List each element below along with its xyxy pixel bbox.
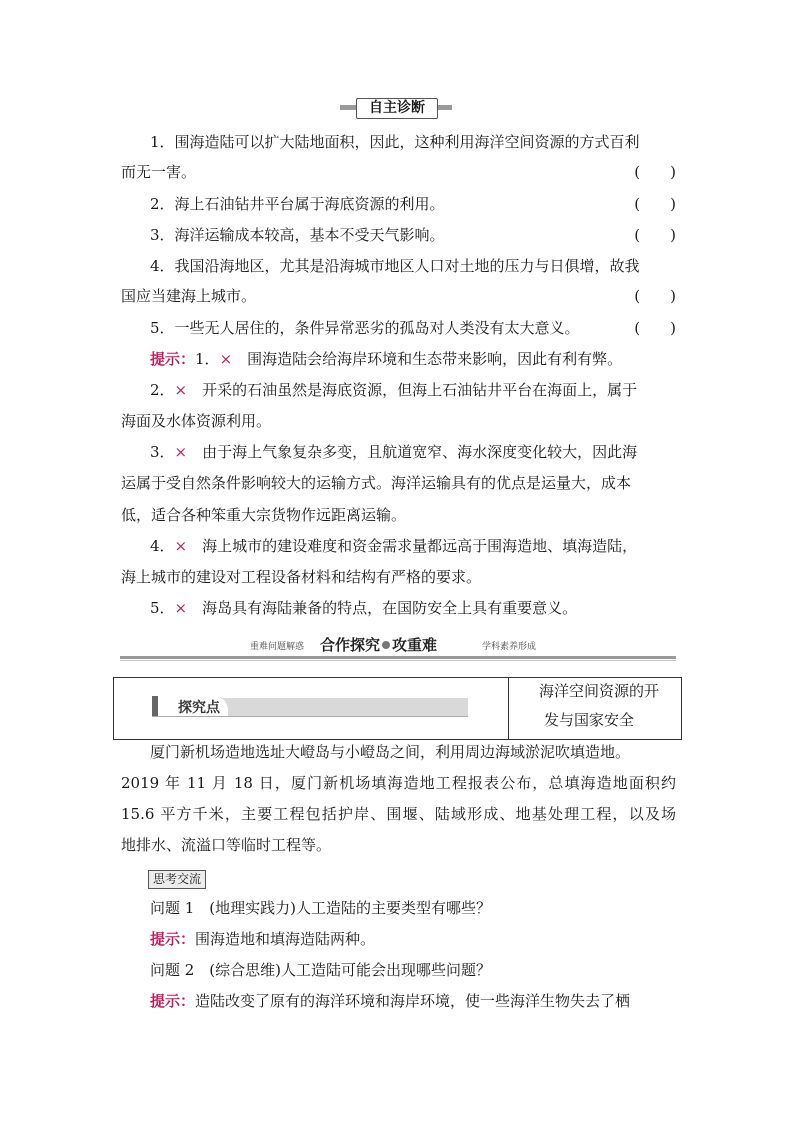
cross-mark-icon: × [174,381,188,399]
answer-paren: ( ) [634,195,676,213]
question-text: 3．海洋运输成本较高，基本不受天气影响。 [150,226,445,244]
section-title: 自主诊断 [356,98,438,119]
question-2 [150,194,676,214]
answer-5 [150,598,676,618]
answer-text: 开采的石油虽然是海底资源，但海上石油钻井平台在海面上，属于 [187,381,638,399]
section-header-diagnosis [340,98,452,118]
answer-text: 海岛具有海陆兼备的特点，在国防安全上具有重要意义。 [187,599,578,617]
answer-number: 5． [150,599,175,617]
banner-main-part-2: 攻重难 [392,636,438,654]
question-5 [150,318,676,338]
arrow-dot-icon [382,641,390,649]
answer-paren: ( ) [634,287,676,305]
box-divider [508,678,509,739]
passage-line-3: 15.6 平方千米，主要工程包括护岸、围堰、陆域形成、地基处理工程，以及场 [121,805,676,823]
answer-2-line-2: 海面及水体资源利用。 [121,412,272,430]
section-banner [120,634,676,656]
problem-2-answer [150,991,676,1011]
answer-number: 4． [150,537,175,555]
tip-label: 提示： [150,350,196,368]
answer-text: 造陆改变了原有的海洋环境和海岸环境，使一些海洋生物失去了栖 [195,992,631,1010]
cross-mark-icon: × [219,350,233,368]
answer-3-line-3: 低，适合各种笨重大宗货物作远距离运输。 [121,506,407,524]
problem-2: 问题 2 (综合思维)人工造陆可能会出现哪些问题？ [150,961,492,979]
answer-number: 2． [150,381,175,399]
question-text: 国应当建海上城市。 [121,287,257,305]
cross-mark-icon: × [174,599,188,617]
answer-paren: ( ) [634,319,676,337]
explore-label: 探究点 [178,700,220,716]
answer-2-line-1 [150,380,676,400]
explore-point-box [113,677,682,740]
question-1-line-1: 1．围海造陆可以扩大陆地面积，因此，这种利用海洋空间资源的方式百利 [150,133,640,151]
cross-mark-icon: × [174,443,188,461]
answer-paren: ( ) [634,163,676,181]
explore-title-line-2: 发与国家安全 [544,711,635,729]
explore-title-line-1: 海洋空间资源的开 [539,682,660,700]
passage-line-1: 厦门新机场造地选址大嶝岛与小嶝岛之间，利用周边海域淤泥吹填造地。 [150,743,631,761]
question-3 [150,225,676,245]
answer-3-line-1 [150,442,676,462]
banner-left-text: 重难问题解惑 [250,642,305,652]
answer-text: 围海造地和填海造陆两种。 [195,930,376,948]
answer-paren: ( ) [634,226,676,244]
answer-number: 1． [195,350,220,368]
question-4-line-1: 4．我国沿海地区，尤其是沿海城市地区人口对土地的压力与日俱增，故我 [150,257,640,275]
answer-4-line-1 [150,536,676,556]
answer-4-line-2: 海上城市的建设对工程设备材料和结构有严格的要求。 [121,568,482,586]
passage-line-2: 2019 年 11 月 18 日，厦门新机场填海造地工程报表公布，总填海造地面积约 [121,774,676,792]
answer-1 [150,349,676,369]
problem-1-answer [150,929,676,949]
answer-number: 3． [150,443,175,461]
banner-rule-thin [120,660,676,661]
banner-main-title [320,634,437,655]
question-text: 5．一些无人居住的，条件异常恶劣的孤岛对人类没有太大意义。 [150,319,580,337]
tip-label: 提示： [150,930,196,948]
answer-3-line-2: 运属于受自然条件影响较大的运输方式。海洋运输具有的优点是运量大，成本 [121,474,632,492]
question-1-line-2 [121,162,676,182]
problem-1: 问题 1 (地理实践力)人工造陆的主要类型有哪些？ [150,899,492,917]
answer-text: 围海造陆会给海岸环境和生态带来影响，因此有利有弊。 [232,350,623,368]
cross-mark-icon: × [174,537,188,555]
explore-label-bar [152,698,468,717]
question-text: 2．海上石油钻井平台属于海底资源的利用。 [150,195,445,213]
tip-label: 提示： [150,992,196,1010]
banner-main-part-1: 合作探究 [320,636,381,654]
banner-rule [120,656,676,659]
question-text: 而无一害。 [121,163,197,181]
passage-line-4: 地排水、流溢口等临时工程等。 [121,836,332,854]
thinking-exchange-label: 思考交流 [148,870,206,889]
answer-text: 海上城市的建设难度和资金需求量都远高于围海造地、填海造陆， [187,537,638,555]
explore-label-tab [152,696,228,716]
banner-right-text: 学科素养形成 [482,642,537,652]
answer-text: 由于海上气象复杂多变，且航道宽窄、海水深度变化较大，因此海 [187,443,638,461]
question-4-line-2 [121,286,676,306]
